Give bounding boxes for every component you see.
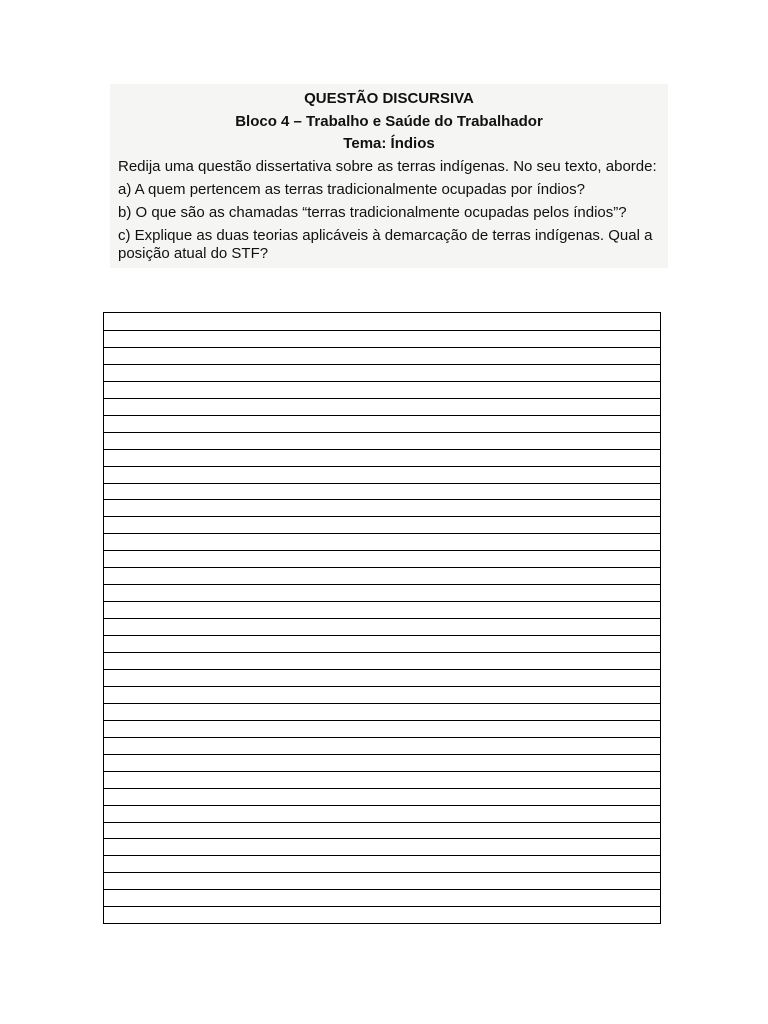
answer-line (104, 771, 660, 772)
answer-line (104, 872, 660, 873)
answer-line (104, 652, 660, 653)
answer-line (104, 906, 660, 907)
question-prompt: Redija uma questão dissertativa sobre as terras indígenas. No seu texto, aborde: (118, 158, 657, 175)
answer-line (104, 618, 660, 619)
answer-line (104, 686, 660, 687)
answer-line (104, 533, 660, 534)
question-item-c-continued: posição atual do STF? (118, 245, 269, 262)
answer-line (104, 720, 660, 721)
answer-line (104, 347, 660, 348)
answer-line (104, 635, 660, 636)
answer-line (104, 703, 660, 704)
answer-line (104, 550, 660, 551)
answer-line (104, 889, 660, 890)
answer-line (104, 805, 660, 806)
answer-line (104, 567, 660, 568)
answer-line (104, 432, 660, 433)
question-item-c: c) Explique as duas teorias aplicáveis à demarcação de terras indígenas. Qual a (118, 227, 653, 244)
answer-line (104, 754, 660, 755)
theme-title: Tema: Índios (343, 135, 435, 152)
answer-line (104, 381, 660, 382)
question-heading: QUESTÃO DISCURSIVA (304, 90, 474, 107)
question-box (110, 84, 668, 268)
answer-line (104, 449, 660, 450)
question-item-b: b) O que são as chamadas “terras tradicionalmente ocupadas pelos índios”? (118, 204, 627, 221)
answer-line (104, 466, 660, 467)
answer-line (104, 601, 660, 602)
answer-line (104, 516, 660, 517)
answer-line (104, 398, 660, 399)
answer-line (104, 483, 660, 484)
answer-line (104, 415, 660, 416)
answer-line (104, 737, 660, 738)
question-item-a: a) A quem pertencem as terras tradicionalmente ocupadas por índios? (118, 181, 585, 198)
answer-line (104, 669, 660, 670)
answer-line (104, 330, 660, 331)
answer-lines-area[interactable] (103, 312, 661, 924)
answer-line (104, 838, 660, 839)
answer-line (104, 364, 660, 365)
answer-line (104, 584, 660, 585)
answer-line (104, 499, 660, 500)
answer-line (104, 822, 660, 823)
answer-line (104, 855, 660, 856)
block-title: Bloco 4 – Trabalho e Saúde do Trabalhador (235, 113, 543, 130)
answer-line (104, 788, 660, 789)
